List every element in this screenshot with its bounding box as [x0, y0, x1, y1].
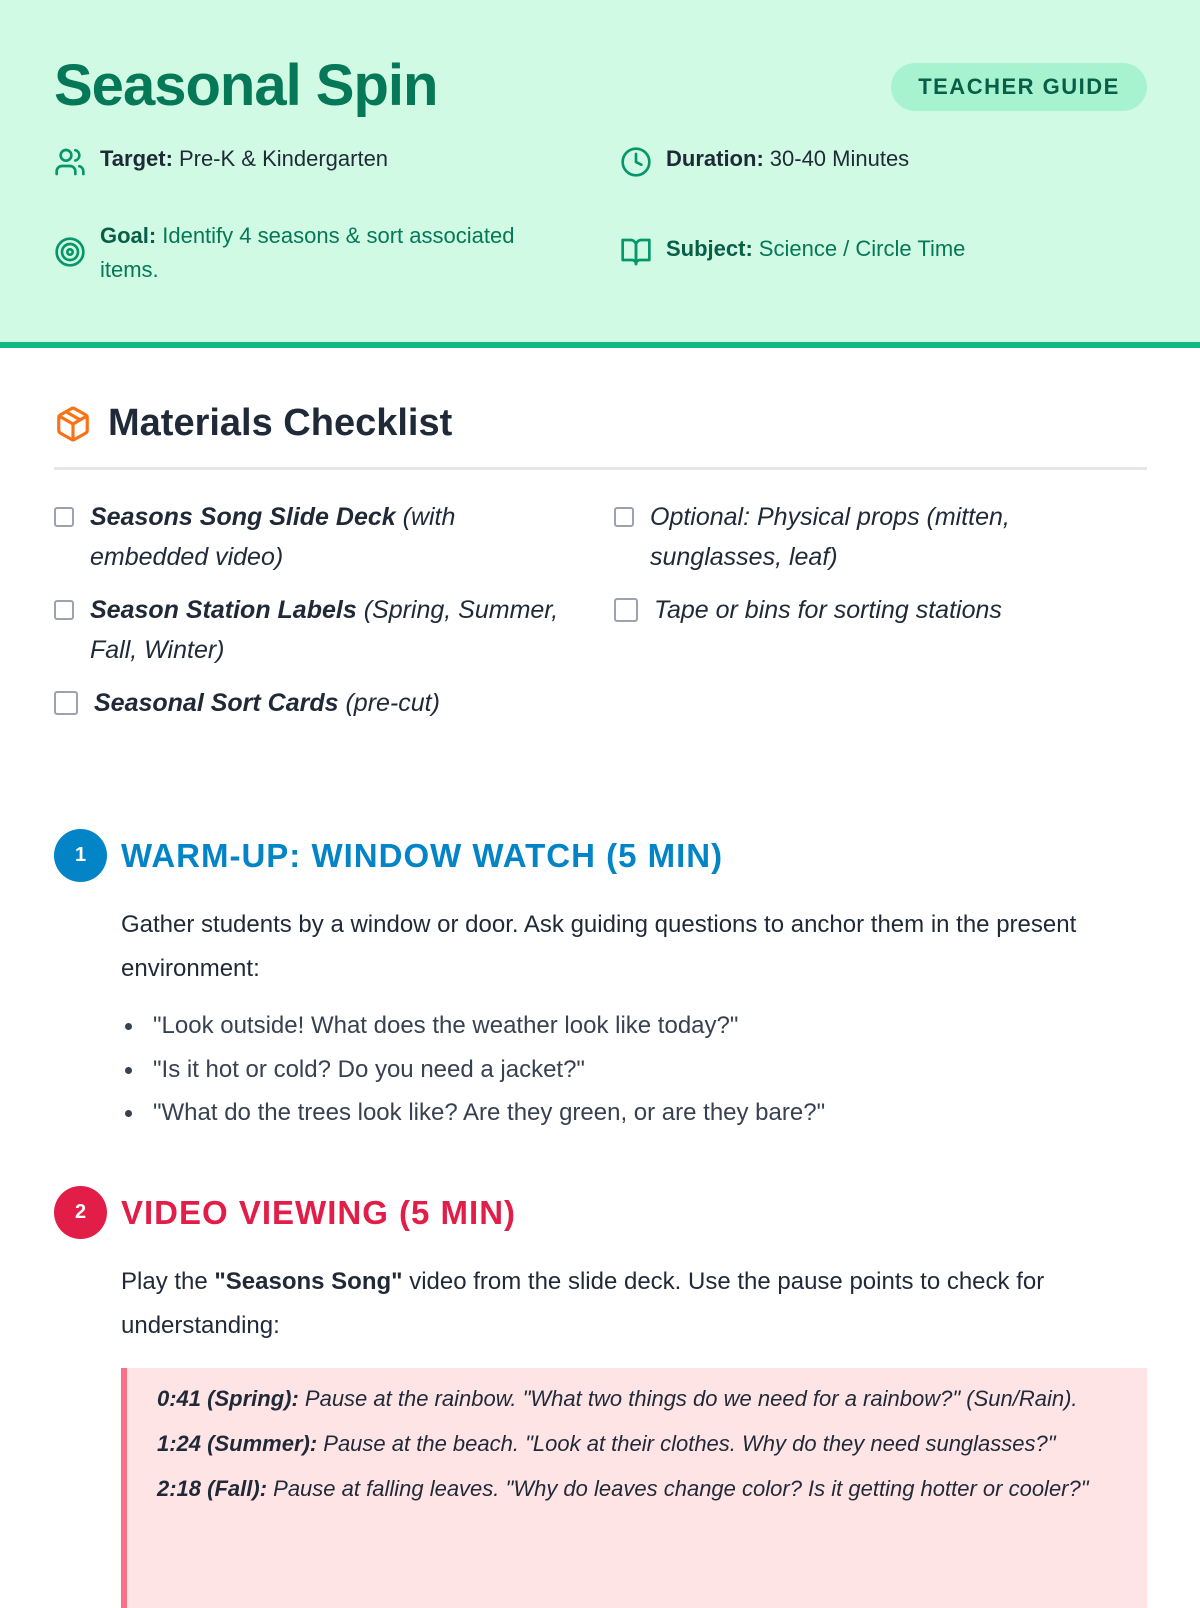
meta-subject: [620, 236, 965, 268]
materials-heading: [54, 402, 452, 445]
users-icon: [54, 146, 86, 178]
step-number-badge: 2: [54, 1186, 107, 1239]
checklist-item[interactable]: [614, 590, 1134, 630]
meta-duration: [620, 146, 909, 178]
pause-time: 2:18 (Fall):: [157, 1476, 268, 1501]
teacher-guide-badge: TEACHER GUIDE: [891, 63, 1147, 111]
step-title: VIDEO VIEWING (5 MIN): [121, 1193, 517, 1231]
step-1-heading: [54, 829, 723, 882]
step-number-badge: 1: [54, 829, 107, 882]
step-1-description: Gather students by a window or door. Ask guiding questions to anchor them in the present environment:: [121, 911, 1077, 982]
duration-label: Duration:: [666, 146, 764, 171]
pause-note: Pause at falling leaves. "Why do leaves change color? Is it getting hotter or cooler?": [267, 1476, 1089, 1501]
meta-target: [54, 146, 388, 178]
subject-value: Science / Circle Time: [758, 236, 966, 261]
list-item: "Is it hot or cold? Do you need a jacket?": [121, 1048, 825, 1092]
checklist-item-text: Tape or bins for sorting stations: [654, 596, 1002, 624]
checklist-item[interactable]: [54, 497, 574, 577]
checkbox[interactable]: [614, 598, 638, 622]
checkbox[interactable]: [54, 600, 74, 620]
checklist-item-bold: Seasons Song Slide Deck: [90, 503, 396, 531]
book-open-icon: [620, 236, 652, 268]
target-label: Target:: [100, 146, 173, 171]
description-text: video from the slide deck. Use the pause points to check for understanding:: [121, 1268, 1045, 1339]
pause-point: [157, 1472, 1119, 1505]
checklist-item-text: Optional: Physical props (mitten, sunglasses, leaf): [650, 503, 1010, 571]
goal-value: Identify 4 seasons & sort associated items.: [100, 223, 515, 282]
checklist-item-text: (with embedded video): [90, 503, 456, 571]
pause-time: 0:41 (Spring):: [157, 1386, 299, 1411]
checklist-item[interactable]: [614, 497, 1134, 577]
meta-goal: [54, 219, 554, 287]
pause-note: Pause at the rainbow. "What two things do we need for a rainbow?" (Sun/Rain).: [298, 1386, 1078, 1411]
step-title: WARM-UP: WINDOW WATCH (5 MIN): [121, 836, 724, 874]
pause-time: 1:24 (Summer):: [157, 1431, 318, 1456]
materials-divider: [54, 467, 1147, 470]
page-title: Seasonal Spin: [54, 53, 438, 118]
checkbox[interactable]: [54, 507, 74, 527]
question-list: [121, 1004, 825, 1135]
list-item: "What do the trees look like? Are they green, or are they bare?": [121, 1091, 825, 1135]
duration-value: 30-40 Minutes: [769, 146, 910, 171]
target-value: Pre-K & Kindergarten: [178, 146, 389, 171]
checklist-item-bold: Season Station Labels: [90, 596, 357, 624]
checklist-item-text: (pre-cut): [338, 689, 440, 717]
step-2-description: [121, 1260, 1151, 1348]
list-item: "Look outside! What does the weather look like today?": [121, 1004, 825, 1048]
checklist-item[interactable]: [54, 590, 599, 670]
checklist-item-bold: Seasonal Sort Cards: [94, 689, 339, 717]
pause-points-callout: [121, 1368, 1147, 1608]
subject-label: Subject:: [666, 236, 753, 261]
checkbox[interactable]: [54, 691, 78, 715]
video-name: "Seasons Song": [214, 1268, 403, 1295]
step-2-heading: [54, 1186, 516, 1239]
header-banner: [0, 0, 1200, 348]
checklist-item[interactable]: [54, 683, 574, 723]
target-icon: [54, 236, 86, 268]
pause-point: [157, 1427, 1119, 1460]
checkbox[interactable]: [614, 507, 634, 527]
materials-title: Materials Checklist: [108, 402, 453, 444]
checklist-item-text: (Spring, Summer, Fall, Winter): [90, 596, 559, 664]
pause-point: [157, 1382, 1119, 1415]
pause-note: Pause at the beach. "Look at their clothes. Why do they need sunglasses?": [317, 1431, 1056, 1456]
clock-icon: [620, 146, 652, 178]
package-icon: [54, 405, 92, 443]
description-text: Play the: [121, 1268, 215, 1295]
goal-label: Goal:: [100, 223, 157, 248]
